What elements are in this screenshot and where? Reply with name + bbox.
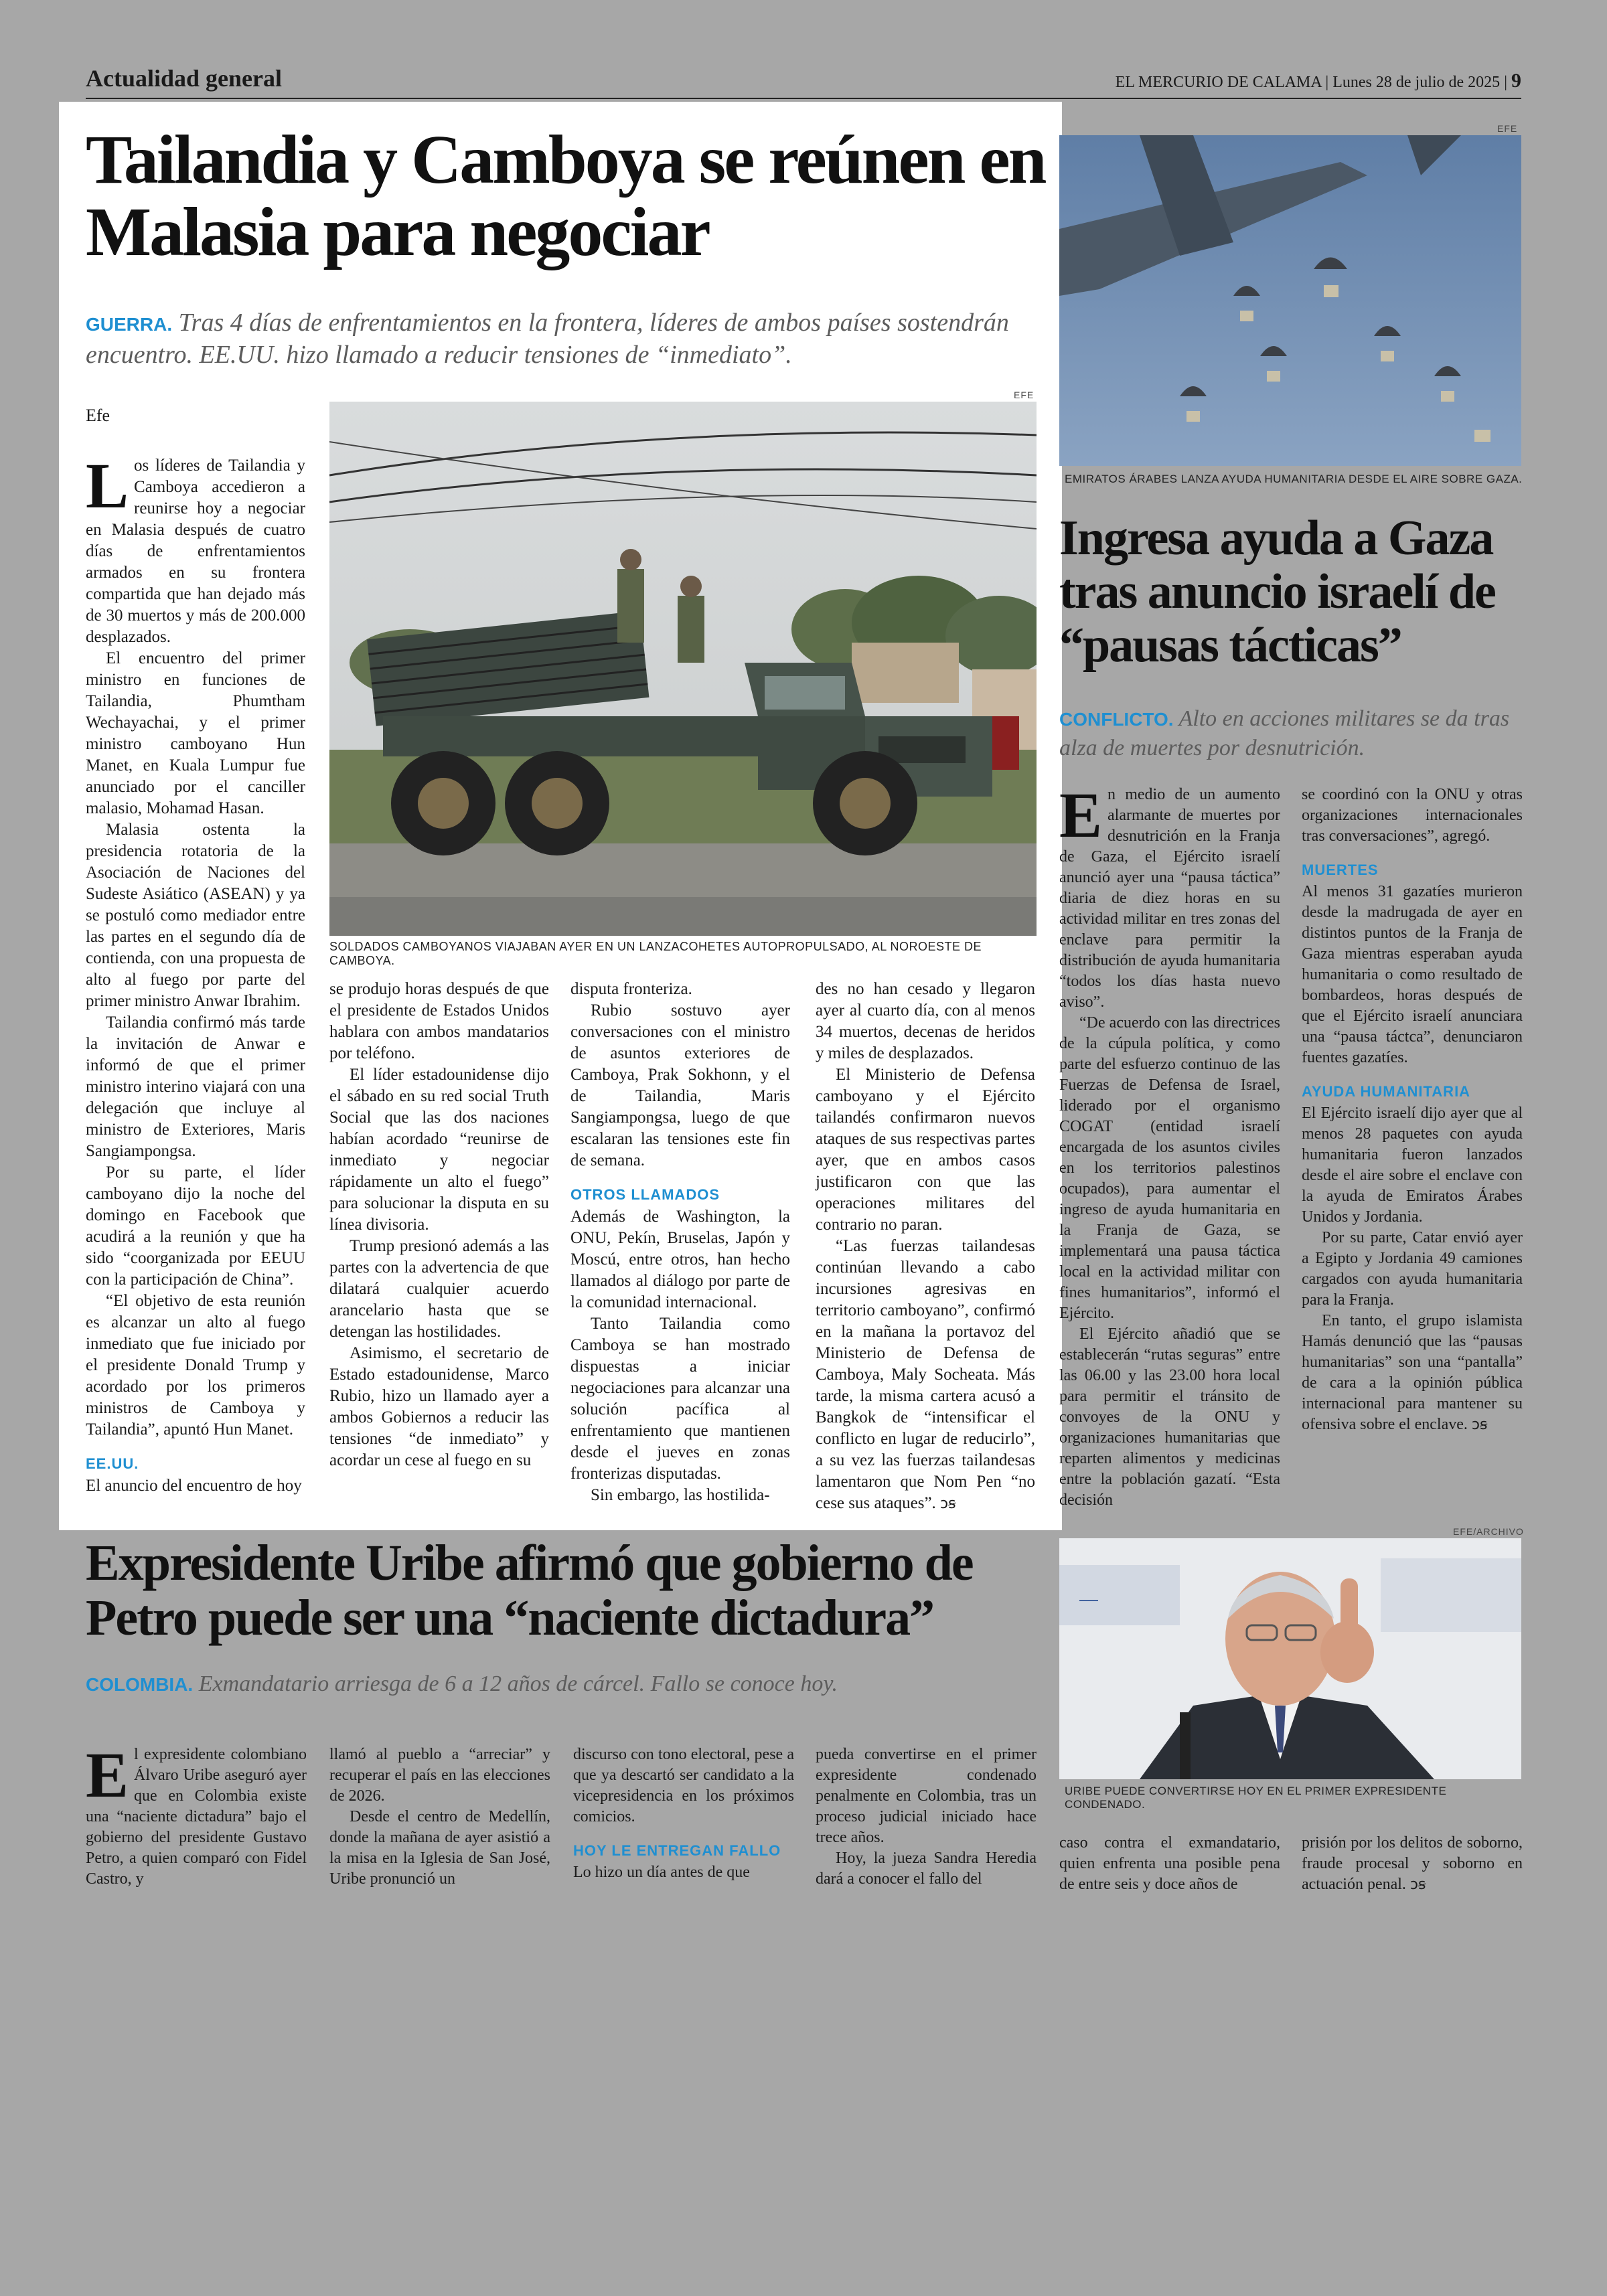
lead-paragraph: Por su parte, el líder camboyano dijo la noche del domingo en Facebook que acudirá a la reunión y que ha sido “coorganizada por EEUU con la participación de China”.: [86, 1163, 305, 1289]
lead-column-4: [816, 979, 1035, 1515]
uribe-paragraph: [86, 1739, 307, 1890]
uribe-headline: Expresidente Uribe afirmó que gobierno de Petro puede ser una “naciente dictadura”: [86, 1535, 973, 1646]
gaza-paragraph: [1059, 779, 1280, 1013]
gaza-paragraph: “De acuerdo con las directrices de la cúpula política, y como parte del esfuerzo continuo de las Fuerzas de Defensa de Israel, liderado por el organismo COGAT (entidad israelí encargada de los asuntos civiles en los territorios palestinos ocupados), para aumentar el ingreso de ayuda humanitaria en la Franja de Gaza, se implementará una pausa táctica local en la actividad militar con fines humanitarios”, informó el Ejército.: [1059, 1014, 1280, 1322]
lead-paragraph: Además de Washington, la ONU, Pekín, Bruselas, Japón y Moscú, entre otros, han hecho llamados al diálogo por parte de la comunidad internacional.: [570, 1208, 790, 1311]
uribe-paragraph: llamó al pueblo a “arreciar” y recuperar el país en las elecciones de 2026.: [329, 1746, 550, 1805]
lead-photo-credit: EFE: [1014, 390, 1035, 400]
lead-column-2: [329, 979, 549, 1471]
uribe-column-1: [86, 1739, 307, 1890]
end-mark-icon: ↄꞩ: [1471, 1416, 1488, 1433]
paper-name: EL MERCURIO DE CALAMA: [1115, 74, 1322, 91]
svg-text:—: —: [1079, 1588, 1098, 1609]
gaza-paragraph: Por su parte, Catar envió ayer a Egipto y Jordania 49 camiones cargados con ayuda humanitaria para la Franja.: [1302, 1229, 1523, 1309]
lead-column-1: [86, 450, 305, 1497]
lead-deck: [86, 307, 1037, 371]
lead-paragraph: El anuncio del encuentro de hoy: [86, 1477, 302, 1495]
lead-headline: Tailandia y Camboya se reúnen en Malasia para negociar: [86, 121, 1045, 270]
lead-paragraph-text: “Las fuerzas tailandesas continúan llevando a cabo incursiones agresivas en territorio camboyano”, confirmó en la mañana la portavoz del Ministerio de Defensa de Camboya, Maly Socheata. Más tarde, la misma cartera acusó a Bangkok de “intensificar el conflicto en lugar de reducirlo”, a su vez las fuerzas tailandesas lamentaron que Nom Pen “no cese sus ataques”.: [816, 1237, 1035, 1512]
drop-cap: E: [1059, 779, 1103, 851]
lead-paragraph: Trump presionó además a las partes con la advertencia de que dilatará cualquier acuerdo arancelario hasta que se detengan las hostilidades.: [329, 1237, 549, 1341]
uribe-paragraph: Hoy, la jueza Sandra Heredia dará a conocer el fallo del: [816, 1850, 1037, 1888]
uribe-photo: [1059, 1538, 1521, 1779]
gaza-photo: [1059, 135, 1521, 466]
uribe-photo-caption: URIBE PUEDE CONVERTIRSE HOY EN EL PRIMER EXPRESIDENTE CONDENADO.: [1065, 1785, 1447, 1811]
uribe-paragraph: pueda convertirse en el primer expresidente condenado penalmente en Colombia, tras un proceso judicial iniciado hace trece años.: [816, 1746, 1037, 1846]
gaza-subhead: AYUDA HUMANITARIA: [1302, 1083, 1471, 1100]
lead-column-3: [570, 979, 790, 1506]
lead-paragraph: Tanto Tailandia como Camboya se han mostrado dispuestas a iniciar negociaciones para alcanzar una solución pacífica al enfrentamiento que mantienen desde el jueves en zonas fronterizas disputadas.: [570, 1315, 790, 1483]
uribe-paragraph: Lo hizo un día antes de que: [573, 1864, 750, 1881]
lead-paragraph: disputa fronteriza.: [570, 980, 692, 998]
gaza-photo-credit: EFE: [1497, 123, 1518, 134]
gaza-paragraph: El Ejército israelí dijo ayer que al menos 28 paquetes con ayuda humanitaria fueron lanzados desde el aire sobre el enclave con la ayuda de Emiratos Árabes Unidos y Jordania.: [1302, 1104, 1523, 1226]
lead-kicker: GUERRA.: [86, 314, 173, 335]
uribe-deck-text: Exmandatario arriesga de 6 a 12 años de cárcel. Fallo se conoce hoy.: [198, 1671, 838, 1696]
folio: EL MERCURIO DE CALAMA | Lunes 28 de julio de 2025 | 9: [1115, 70, 1521, 92]
issue-date: Lunes 28 de julio de 2025: [1332, 74, 1501, 91]
uribe-paragraph: caso contra el exmandatario, quien enfrenta una posible pena de entre seis y doce años de: [1059, 1834, 1280, 1893]
uribe-deck: [86, 1669, 1050, 1699]
gaza-column-1: [1059, 779, 1280, 1511]
gaza-photo-caption: EMIRATOS ÁRABES LANZA AYUDA HUMANITARIA DESDE EL AIRE SOBRE GAZA.: [1065, 473, 1523, 485]
lead-paragraph: Malasia ostenta la presidencia rotatoria de la Asociación de Naciones del Sudeste Asiático (ASEAN) y ya se postuló como mediador entre las partes en el segundo día de contienda, con una propuesta de alto al fuego por parte del primer ministro Anwar Ibrahim.: [86, 821, 305, 1010]
lead-subhead: EE.UU.: [86, 1455, 139, 1472]
page-number: 9: [1511, 70, 1521, 92]
gaza-paragraph-text: n medio de un aumento alarmante de muertes por desnutrición en la Franja de Gaza, el Ejército israelí anunció ayer una “pausa táctica” diaria de diez horas en su actividad militar en tres zonas del enclave para permitir la distribución de ayuda humanitaria “todos los días hasta nuevo aviso”.: [1059, 786, 1280, 1011]
lead-paragraph: Sin embargo, las hostilida-: [591, 1486, 770, 1504]
lead-paragraph: [86, 450, 305, 648]
lead-photo: [329, 402, 1037, 936]
end-mark-icon: ↄꞩ: [940, 1495, 956, 1512]
lead-paragraph: Asimismo, el secretario de Estado estadounidense, Marco Rubio, hizo un llamado ayer a ambos Gobiernos a reducir las tensiones “de inmediato” y acordar un cese al fuego en su: [329, 1344, 549, 1469]
uribe-column-4: [816, 1744, 1037, 1890]
gaza-subhead: MUERTES: [1302, 862, 1379, 878]
uribe-kicker: COLOMBIA.: [86, 1674, 194, 1695]
uribe-column-6: [1302, 1833, 1523, 1895]
gaza-column-2: [1302, 785, 1523, 1435]
gaza-paragraph-text: En tanto, el grupo islamista Hamás denunció que las “pausas humanitarias” son una “pantalla” de cara a la opinión pública internacional para mantener su ofensiva sobre el enclave.: [1302, 1312, 1523, 1433]
uribe-column-3: [573, 1744, 794, 1883]
lead-deck-text: Tras 4 días de enfrentamientos en la frontera, líderes de ambos países sostendrán encuentro. EE.UU. hizo llamado a reducir tensiones de “inmediato”.: [86, 309, 1009, 369]
gaza-paragraph: El Ejército añadió que se establecerán “rutas seguras” entre las 06.00 y las 23.00 hora local para permitir el tránsito de convoyes de la ONU y organizaciones humanitarias que reparten alimentos y medicinas entre la población gazatí. “Esta decisión: [1059, 1325, 1280, 1509]
gaza-deck: [1059, 704, 1528, 763]
gaza-paragraph: [1302, 1311, 1523, 1435]
uribe-photo-credit: EFE/ARCHIVO: [1453, 1526, 1524, 1537]
gaza-headline: Ingresa ayuda a Gaza tras anuncio israelí de “pausas tácticas”: [1059, 511, 1495, 673]
lead-photo-caption: SOLDADOS CAMBOYANOS VIAJABAN AYER EN UN LANZACOHETES AUTOPROPULSADO, AL NOROESTE DE CAMBOYA.: [329, 940, 982, 967]
uribe-paragraph-text: prisión por los delitos de soborno, fraude procesal y soborno en actuación penal.: [1302, 1834, 1523, 1893]
uribe-paragraph: [1302, 1833, 1523, 1895]
lead-paragraph: des no han cesado y llegaron ayer al cuarto día, con al menos 34 muertos, decenas de heridos y miles de desplazados.: [816, 980, 1035, 1062]
lead-paragraph: [816, 1236, 1035, 1515]
uribe-column-5: [1059, 1833, 1280, 1895]
uribe-paragraph: discurso con tono electoral, pese a que ya descartó ser candidato a la vicepresidencia en los próximos comicios.: [573, 1746, 794, 1825]
gaza-kicker: CONFLICTO.: [1059, 709, 1174, 730]
section-title: Actualidad general: [86, 65, 282, 92]
uribe-subhead: HOY LE ENTREGAN FALLO: [573, 1842, 781, 1859]
lead-byline: Efe: [86, 406, 110, 425]
lead-paragraph: El líder estadounidense dijo el sábado en su red social Truth Social que las dos naciones habían acordado “reunirse de inmediato y negociar rápidamente un alto el fuego” para solucionar la disputa en su línea divisoria.: [329, 1066, 549, 1234]
uribe-column-2: [329, 1744, 550, 1890]
lead-paragraph: El encuentro del primer ministro en funciones de Tailandia, Phumtham Wechayachai, y el primer ministro camboyano Hun Manet, en Kuala Lumpur fue anunciado por el canciller malasio, Mohamad Hasan.: [86, 649, 305, 817]
header-rule: [86, 98, 1521, 99]
lead-subhead: OTROS LLAMADOS: [570, 1186, 720, 1203]
lead-paragraph: se produjo horas después de que el presidente de Estados Unidos hablara con ambos mandatarios por teléfono.: [329, 980, 549, 1062]
gaza-paragraph: se coordinó con la ONU y otras organizaciones internacionales tras conversaciones”, agregó.: [1302, 786, 1523, 845]
uribe-paragraph-text: l expresidente colombiano Álvaro Uribe aseguró ayer que en Colombia existe una “naciente dictadura” bajo el gobierno del presidente Gustavo Petro, a quien comparó con Fidel Castro, y: [86, 1746, 307, 1888]
drop-cap: L: [86, 450, 129, 521]
gaza-paragraph: Al menos 31 gazatíes murieron desde la madrugada de ayer en distintos puntos de la Franja de Gaza mientras esperaban ayuda humanitaria o como resultado de bombardeos, horas después de que el Ejército israelí anunciara una “pausa táctca”, denunciaron fuentes gazatíes.: [1302, 883, 1523, 1066]
uribe-paragraph: Desde el centro de Medellín, donde la mañana de ayer asistió a la misa en la Iglesia de San José, Uribe pronunció un: [329, 1808, 550, 1888]
lead-paragraph: Tailandia confirmó más tarde la invitación de Anwar e informó de que el primer ministro interino viajará con una delegación que incluye al ministro de Exteriores, Maris Sangiampongsa.: [86, 1013, 305, 1160]
lead-paragraph: “El objetivo de esta reunión es alcanzar un alto al fuego inmediato que fue iniciado por el presidente Donald Trump y acordado por los primeros ministros de Camboya y Tailandia”, apuntó Hun Manet.: [86, 1292, 305, 1439]
lead-paragraph: Rubio sostuvo ayer conversaciones con el ministro de asuntos exteriores de Camboya, Prak Sokhonn, y el de Tailandia, Maris Sangiampongsa, luego de que escalaran las tensiones este fin de semana.: [570, 1001, 790, 1169]
lead-paragraph: El Ministerio de Defensa camboyano y el Ejército tailandés confirmaron nuevos ataques de sus respectivas partes ayer, que en ambos casos justificaron con que las operaciones militares del contrario no paran.: [816, 1066, 1035, 1234]
lead-paragraph-text: os líderes de Tailandia y Camboya accedieron a reunirse hoy a negociar en Malasia después de cuatro días de enfrentamientos armados en su frontera compartida que han dejado más de 30 muertos y más de 200.000 desplazados.: [86, 457, 305, 646]
end-mark-icon: ↄꞩ: [1409, 1876, 1426, 1893]
drop-cap: E: [86, 1739, 129, 1811]
gaza-deck-text: Alto en acciones militares se da tras alza de muertes por desnutrición.: [1059, 706, 1510, 760]
